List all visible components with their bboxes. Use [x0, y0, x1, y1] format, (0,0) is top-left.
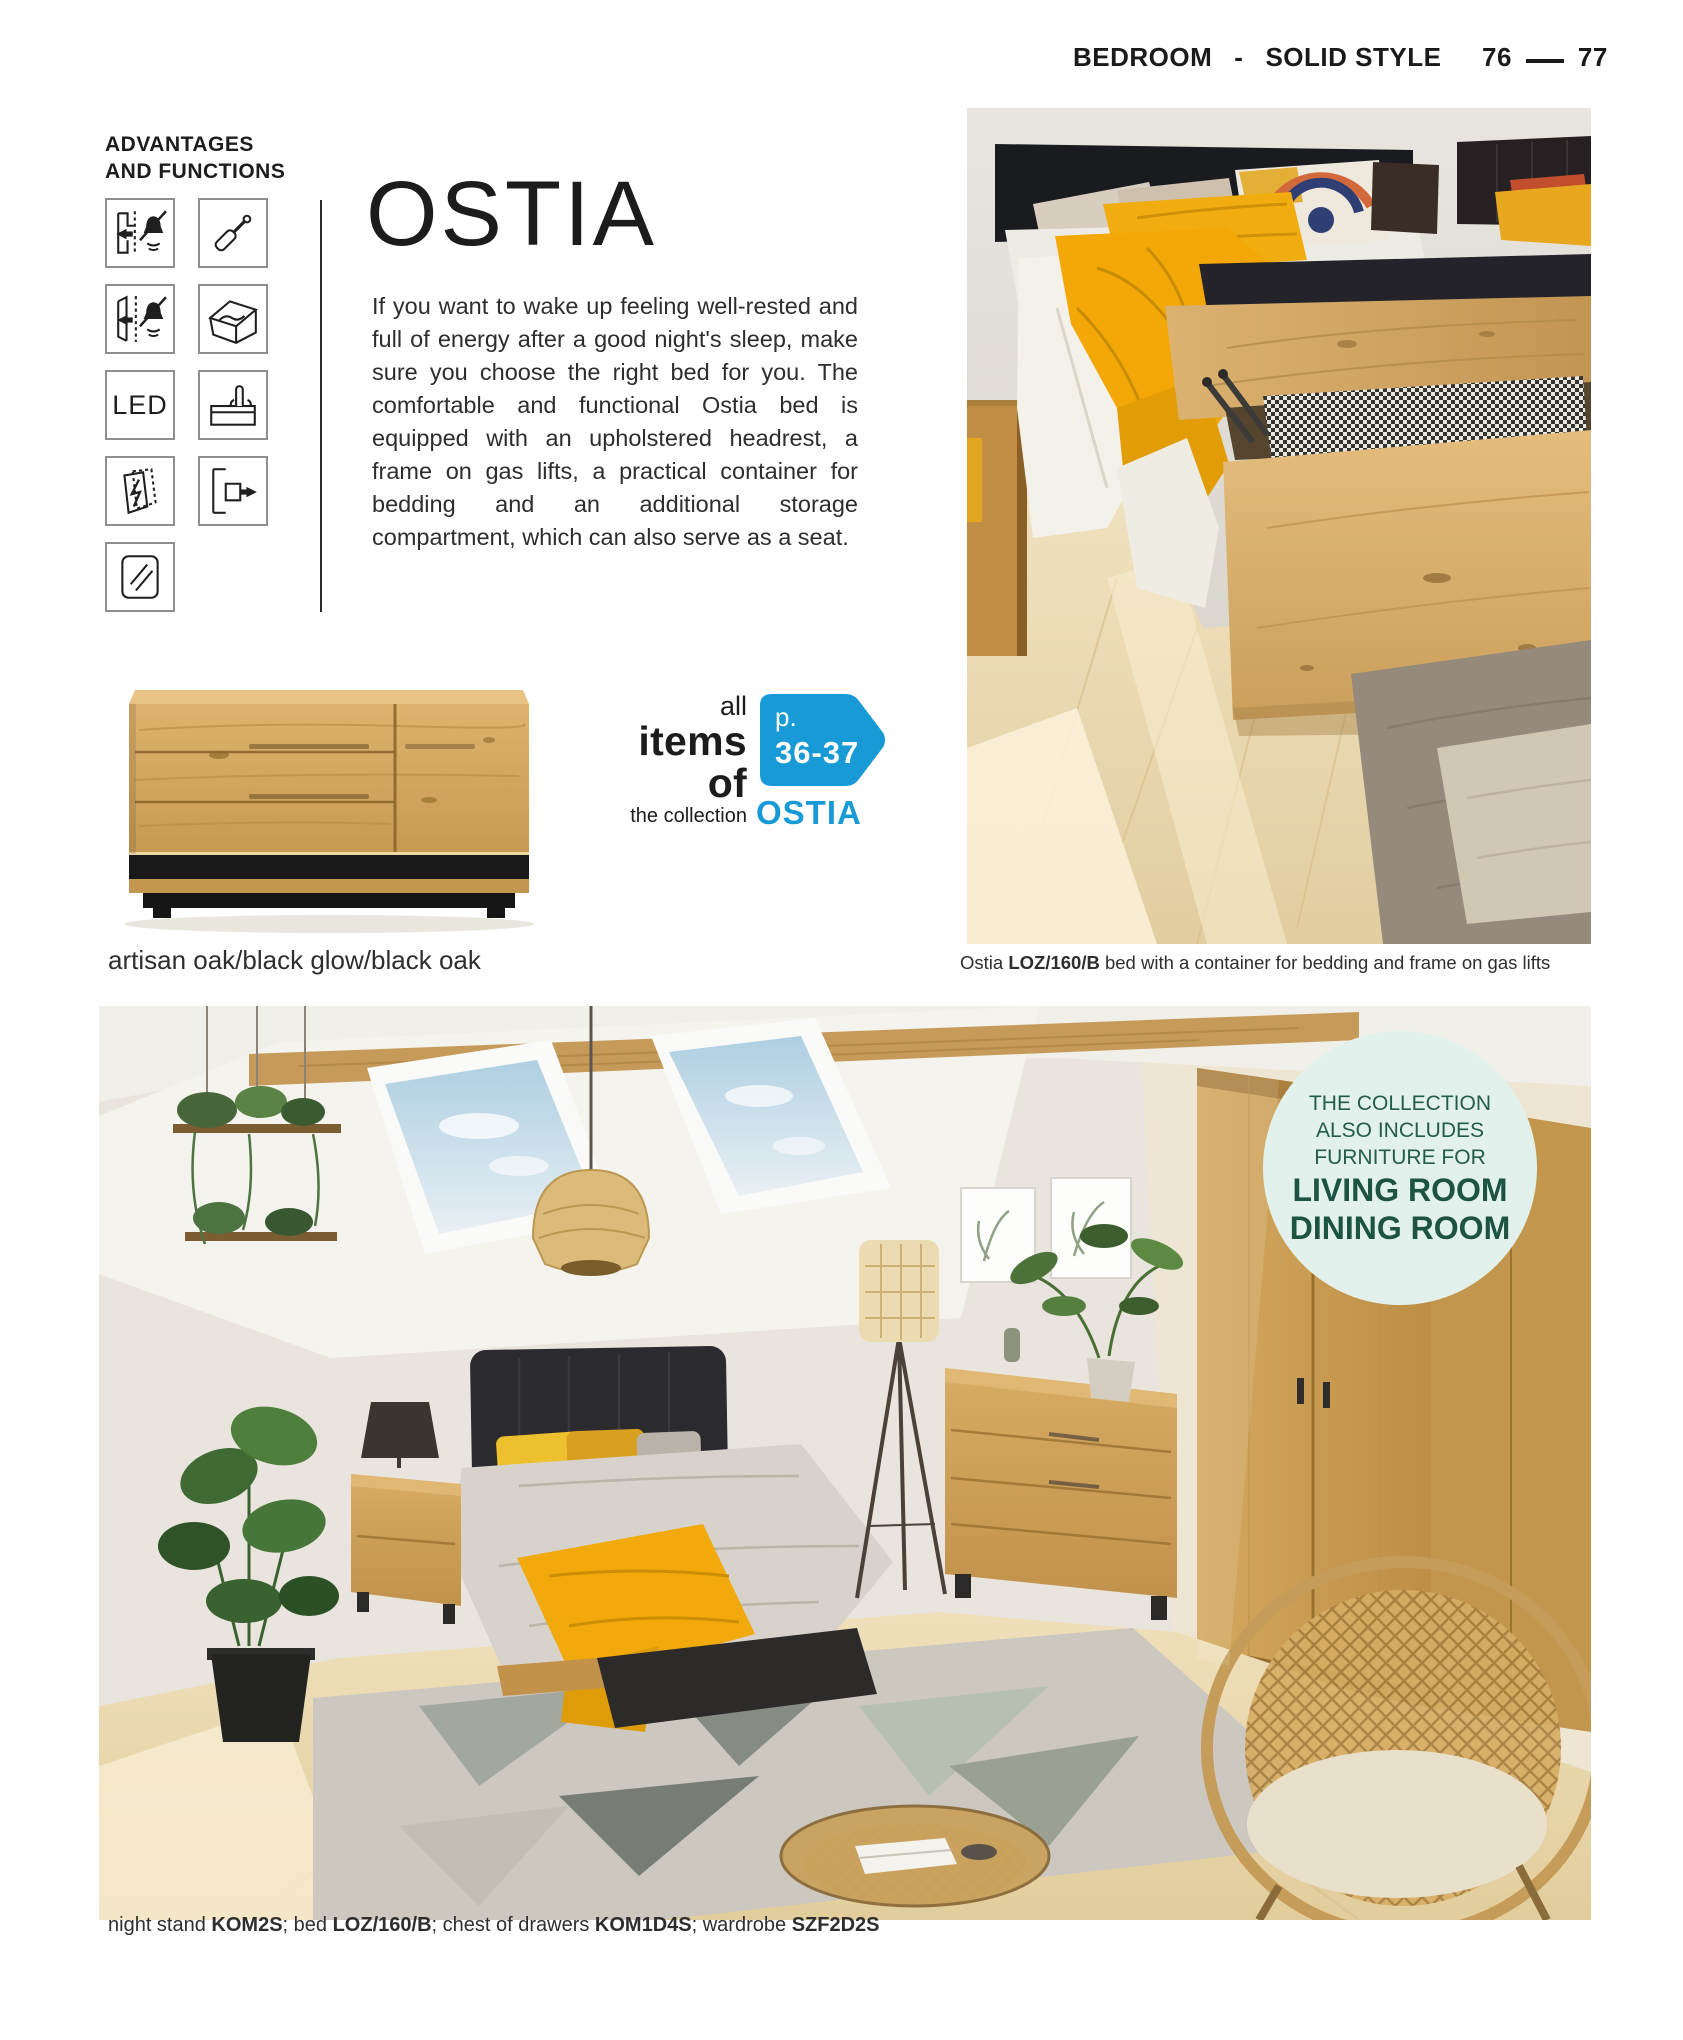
collection-title: OSTIA	[366, 163, 658, 265]
dresser-product-photo	[99, 660, 559, 940]
badge-line3: FURNITURE FOR	[1314, 1145, 1486, 1169]
collection-name-link[interactable]: OSTIA	[756, 794, 862, 831]
bed-model-code: LOZ/160/B	[1008, 952, 1100, 973]
wardrobe-code: SZF2D2S	[791, 1914, 880, 1936]
gas-lift-icon	[198, 198, 268, 268]
page-header	[1073, 42, 1441, 73]
room-photo-caption: night stand KOM2S; bed LOZ/160/B; chest of drawers KOM1D4S; wardrobe SZF2D2S	[108, 1914, 880, 1936]
features-title: ADVANTAGES AND FUNCTIONS	[105, 133, 286, 183]
page-range: 36-37	[775, 735, 860, 770]
nightstand-code: KOM2S	[211, 1914, 283, 1936]
bed-photo	[967, 108, 1591, 944]
silent-closing-door-icon	[105, 284, 175, 354]
page-number-divider	[1526, 59, 1564, 63]
badge-line1: THE COLLECTION	[1308, 1091, 1492, 1115]
push-to-open-icon	[198, 370, 268, 440]
badge-line4: LIVING ROOM	[1292, 1171, 1508, 1208]
page-number-left: 76	[1482, 42, 1512, 72]
silent-closing-drawer-icon	[105, 198, 175, 268]
tempered-glass-icon	[105, 456, 175, 526]
dresser-caption: artisan oak/black glow/black oak	[108, 945, 481, 975]
bed-code: LOZ/160/B	[332, 1914, 432, 1936]
badge-line5: DINING ROOM	[1289, 1209, 1511, 1246]
page-number-right: 77	[1577, 42, 1608, 72]
all-items-line1: all	[719, 691, 747, 721]
mirror-icon	[105, 542, 175, 612]
bed-photo-caption: Ostia LOZ/160/B bed with a container for bedding and frame on gas lifts	[960, 952, 1551, 973]
page-reference-text[interactable]	[775, 704, 859, 768]
all-items-line2: items of	[638, 718, 747, 806]
all-items-block	[595, 692, 905, 842]
feature-icon-grid	[105, 198, 268, 612]
all-items-line3: the collection	[630, 805, 747, 827]
vertical-divider	[320, 200, 322, 612]
badge-line2: ALSO INCLUDES	[1315, 1118, 1485, 1142]
extendable-drawer-icon	[198, 456, 268, 526]
chest-code: KOM1D4S	[594, 1914, 692, 1936]
bedding-container-icon	[198, 284, 268, 354]
page-numbers	[1482, 42, 1608, 73]
header-style-name: SOLID STYLE	[1265, 42, 1442, 72]
all-items-text	[595, 692, 747, 827]
header-dash: -	[1234, 42, 1244, 72]
led-label: LED	[112, 389, 168, 420]
collection-badge	[1263, 1031, 1537, 1305]
collection-description: If you want to wake up feeling well-rested and full of energy after a good night's sleep, make sure you choose the right bed for you. The comfortable and functional Ostia bed is equipped with an upholstered headrest, a frame on gas lifts, a practical container for bedding and an additional storage compartment, which can also serve as a seat.	[372, 293, 858, 550]
led-lighting-icon	[105, 370, 175, 440]
header-section: BEDROOM	[1073, 42, 1213, 72]
page-prefix: p.	[775, 702, 797, 732]
